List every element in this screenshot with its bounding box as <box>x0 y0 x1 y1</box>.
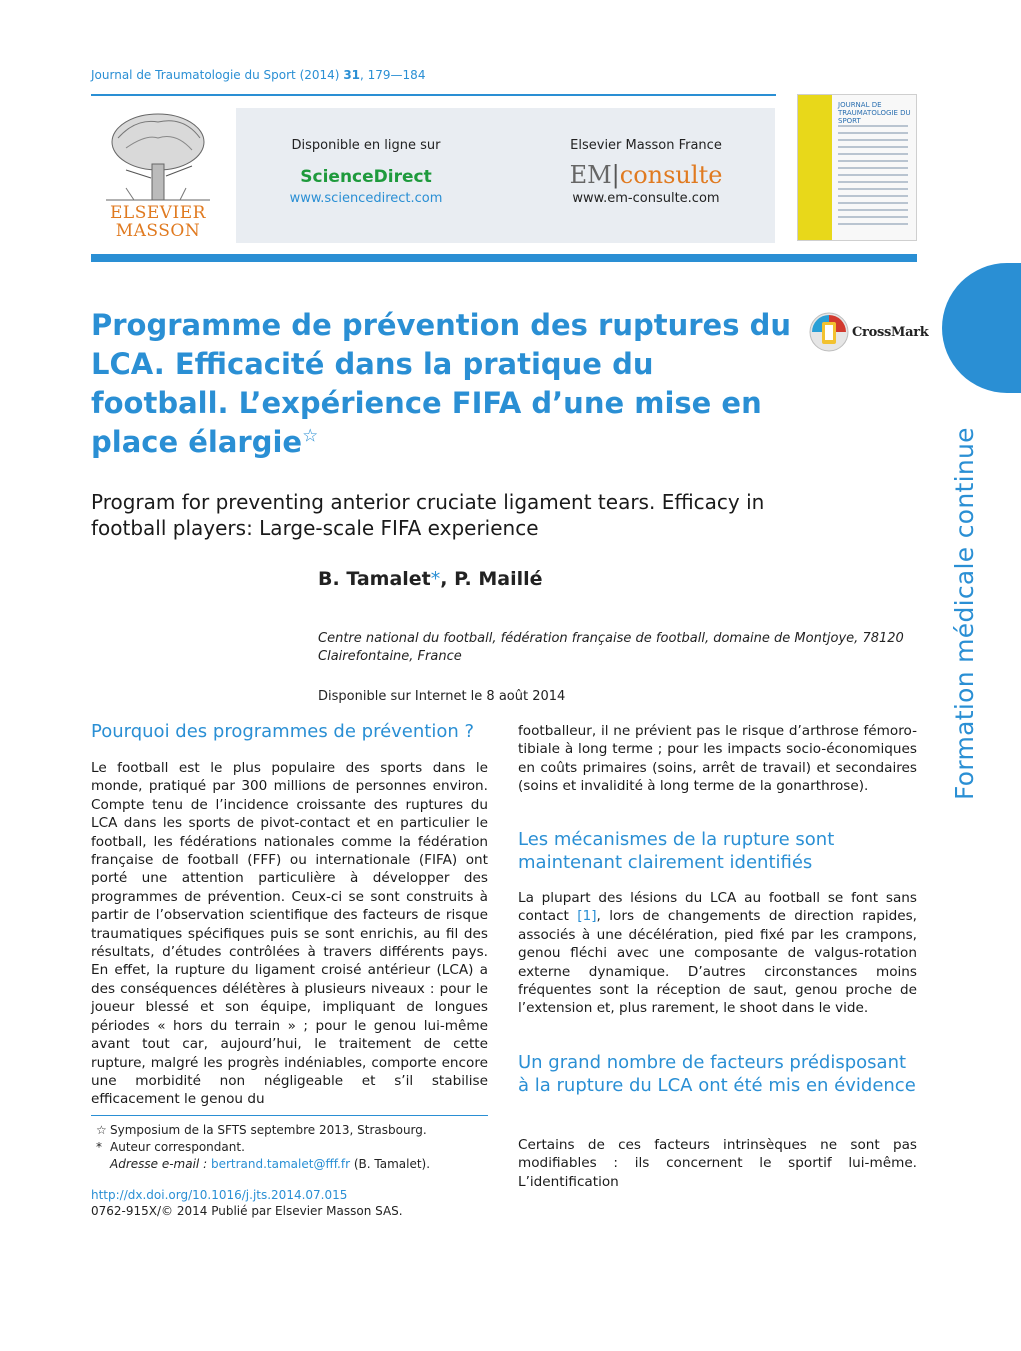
reference-link[interactable]: [1] <box>577 908 597 925</box>
emconsulte-block <box>536 138 756 206</box>
cover-spine <box>798 95 832 240</box>
publisher-label: Elsevier Masson France <box>570 138 722 153</box>
sciencedirect-link[interactable]: www.sciencedirect.com <box>289 191 443 206</box>
section-heading: Les mécanismes de la rupture sont maintenant clairement identifiés <box>518 829 835 873</box>
affiliation: Centre national du football, fédération française de football, domaine de Montjoye, 78120 Clairefontaine, France <box>318 631 904 664</box>
crossmark-label[interactable]: CrossMark <box>852 325 929 340</box>
crossmark-icon <box>808 311 850 353</box>
header-rule-top <box>91 94 776 96</box>
section-body: Le football est le plus populaire des sports dans le monde, pratiqué par 300 millions de personnes environ. Compte tenu de l’incidence croissante des ruptures du LCA dans les sports de pivot-contact et en particulier le football, les fédérations nationales comme la fédération française de football (FFF) ou internationale (FIFA) ont porté une attention particulière à développer des programmes de prévention. Ceux-ci se sont construits à partir de l’observation scientifique des facteurs de risque traumatiques spécifiques puis se sont enrichis, au fil des résultats, d’études contrôlées à travers différents pays. En effet, la rupture du ligament croisé antérieur (LCA) a des conséquences délétères à plusieurs niveaux : pour le joueur blessé et son équipe, impliquant de longues périodes « hors du terrain » ; pour le genou lui-même avant tout car, aujourd’hui, le traitement de cette rupture, malgré les progrès indéniables, comporte encore une morbidité non négligeable et s’il stabilise efficacement le genou du <box>91 760 488 1108</box>
doi-link[interactable]: http://dx.doi.org/10.1016/j.jts.2014.07.015 <box>91 1188 348 1202</box>
footnote-item: * Auteur correspondant. <box>96 1140 245 1154</box>
availability-box <box>236 108 775 243</box>
english-title: Program for preventing anterior cruciate ligament tears. Efficacy in football players: Large-scale FIFA experience <box>91 490 765 540</box>
sciencedirect-logo: ScienceDirect <box>300 167 432 187</box>
email-link[interactable]: bertrand.tamalet@fff.fr <box>210 1157 351 1171</box>
footnote-email: Adresse e-mail : bertrand.tamalet@fff.fr (B. Tamalet). <box>110 1157 431 1171</box>
author-list: B. Tamalet*, P. Maillé <box>318 568 543 590</box>
journal-cover-thumbnail <box>797 94 917 241</box>
author-name: B. Tamalet <box>318 568 431 590</box>
cover-title: JOURNAL DE TRAUMATOLOGIE DU SPORT <box>838 101 911 125</box>
copyright-line: 0762-915X/© 2014 Publié par Elsevier Masson SAS. <box>91 1204 403 1218</box>
footnote-divider <box>91 1115 488 1116</box>
emconsulte-logo: EM|consulte <box>569 161 723 189</box>
corresponding-mark[interactable]: * <box>430 568 441 590</box>
sciencedirect-block <box>266 138 466 206</box>
section-body: La plupart des lésions du LCA au football se font sans contact [1], lors de changements de direction rapides, associés à une décélération, pied fixé par les crampons, genou fléchi avec une composante de valgus-rotation externe dynamique. D’autres circonstances moins fréquentes sont la réception de saut, genou proche de l’extension et, plus rarement, le shoot dans le vide. <box>518 890 917 1017</box>
section-body: Certains de ces facteurs intrinsèques ne sont pas modifiables : ils concernent le sportif lui-même. L’identification <box>518 1137 917 1190</box>
elsevier-masson-wordmark: ELSEVIER MASSON <box>110 203 206 241</box>
journal-citation: Journal de Traumatologie du Sport (2014) 31, 179—184 <box>91 68 426 82</box>
section-tab <box>942 263 1021 393</box>
section-label: Formation médicale continue <box>950 427 979 800</box>
available-date: Disponible sur Internet le 8 août 2014 <box>318 689 566 704</box>
section-heading: Un grand nombre de facteurs prédisposant à la rupture du LCA ont été mis en évidence <box>518 1052 916 1096</box>
author-name: P. Maillé <box>454 568 543 590</box>
section-heading: Pourquoi des programmes de prévention ? <box>91 721 475 742</box>
section-body-continued: footballeur, il ne prévient pas le risque d’arthrose fémoro-tibiale à long terme ; pour les impacts socio-économiques en coûts primaires (soins, arrêt de travail) et secondaires (soins et invalidité à long terme de la gonarthrose). <box>518 723 917 795</box>
cover-contents-lines <box>838 125 908 230</box>
available-online-label: Disponible en ligne sur <box>291 138 441 153</box>
article-title: Programme de prévention des ruptures du LCA. Efficacité dans la pratique du football. L’expérience FIFA d’une mise en place élargie☆ <box>91 308 791 459</box>
header-rule-bottom <box>91 254 917 262</box>
emconsulte-link[interactable]: www.em-consulte.com <box>572 191 720 206</box>
title-footnote-mark[interactable]: ☆ <box>302 425 319 447</box>
footnotes <box>96 1122 493 1173</box>
footnote-item: ☆ Symposium de la SFTS septembre 2013, Strasbourg. <box>96 1123 427 1137</box>
